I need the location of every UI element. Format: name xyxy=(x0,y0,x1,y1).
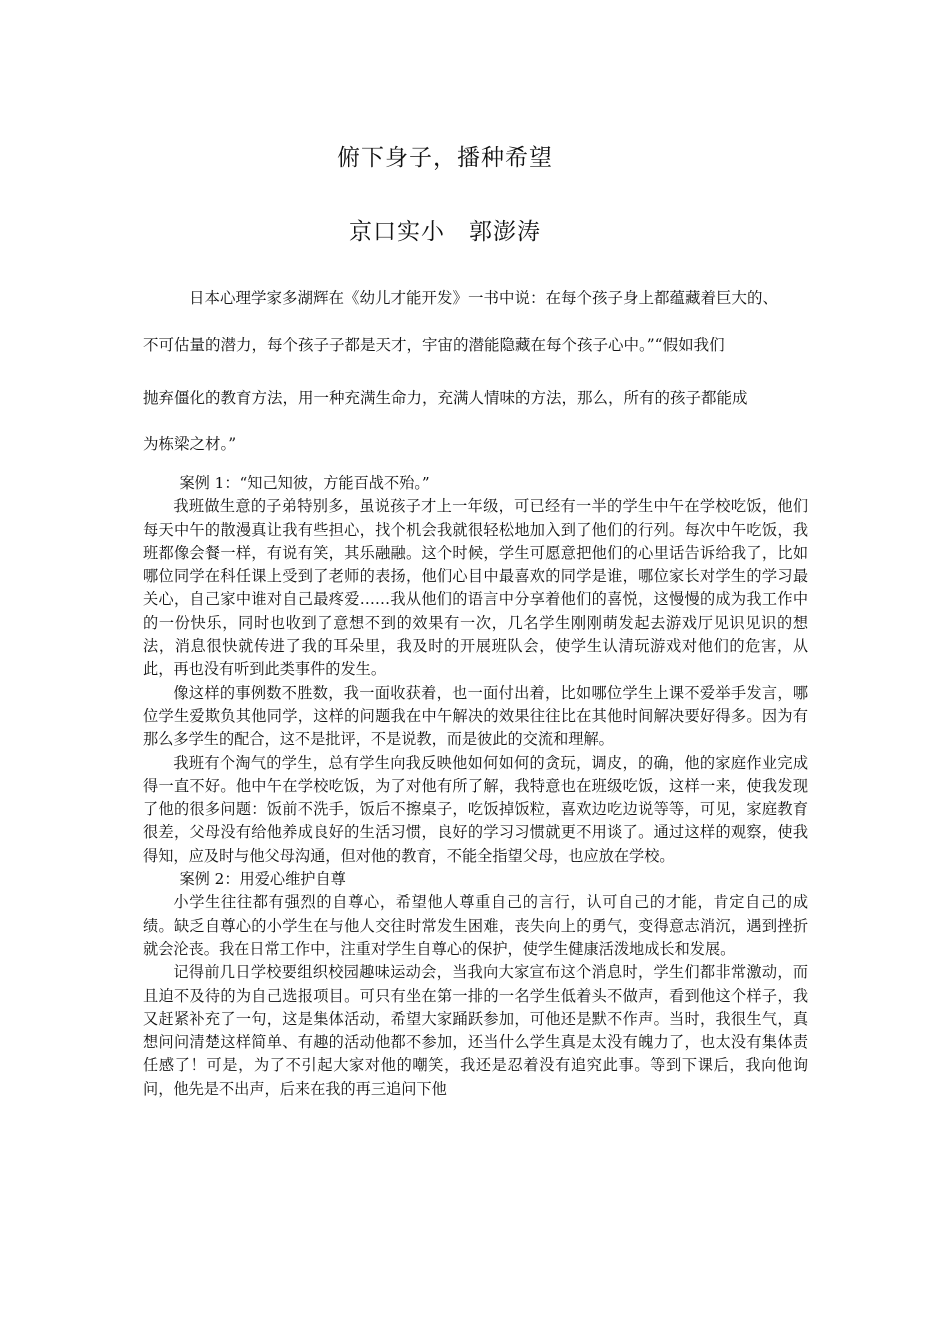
document-body xyxy=(143,472,808,1101)
body-paragraph: 我班有个淘气的学生，总有学生向我反映他如何如何的贪玩，调皮，的确，他的家庭作业完成得一直不好。他中午在学校吃饭，为了对他有所了解，我特意也在班级吃饭，这样一来，使我发现了他的很多问题：饭前不洗手，饭后不擦桌子，吃饭掉饭粒，喜欢边吃边说等等，可见，家庭教育很差，父母没有给他养成良好的生活习惯，良好的学习习惯就更不用谈了。通过这样的观察，使我得知，应及时与他父母沟通，但对他的教育，不能全指望父母，也应放在学校。 xyxy=(143,753,808,865)
intro-line: 不可估量的潜力，每个孩子子都是天才，宇宙的潜能隐藏在每个孩子心中。”“假如我们 xyxy=(143,336,725,354)
case-heading-2: 案例 2：用爱心维护自尊 xyxy=(179,870,346,889)
intro-line: 为栋梁之材。” xyxy=(143,435,237,453)
case-heading-1: 案例 1：“知己知彼，方能百战不殆。” xyxy=(179,474,430,492)
body-paragraph: 记得前几日学校要组织校园趣味运动会，当我向大家宣布这个消息时，学生们都非常激动，而且迫不及待的为自己选报项目。可只有坐在第一排的一名学生低着头不做声，看到他这个样子，我又赶紧补充了一句，这是集体活动，希望大家踊跃参加，可他还是默不作声。当时，我很生气，真想问问清楚这样简单、有趣的活动他都不参加，还当什么学生真是太没有魄力了，也太没有集体责任感了！可是，为了不引起大家对他的嘲笑，我还是忍着没有追究此事。等到下课后，我向他询问，他先是不出声，后来在我的再三追问下他 xyxy=(143,963,808,1098)
body-paragraph: 小学生往往都有强烈的自尊心，希望他人尊重自己的言行，认可自己的才能，肯定自己的成绩。缺乏自尊心的小学生在与他人交往时常发生困难，丧失向上的勇气，变得意志消沉，遇到挫折就会沦丧。我在日常工作中，注重对学生自尊心的保护，使学生健康活泼地成长和发展。 xyxy=(143,893,808,958)
body-paragraph: 像这样的事例数不胜数，我一面收获着，也一面付出着，比如哪位学生上课不爱举手发言，哪位学生爱欺负其他同学，这样的问题我在中午解决的效果往往比在其他时间解决要好得多。因为有那么多学生的配合，这不是批评，不是说教，而是彼此的交流和理解。 xyxy=(143,683,808,749)
document-author: 京口实小 郭澎涛 xyxy=(349,219,541,245)
document-title: 俯下身子，播种希望 xyxy=(337,145,553,171)
intro-line: 抛弃僵化的教育方法，用一种充满生命力，充满人情味的方法，那么，所有的孩子都能成 xyxy=(143,389,748,407)
intro-line: 日本心理学家多湖辉在《幼儿才能开发》一书中说：在每个孩子身上都蕴藏着巨大的、 xyxy=(189,289,779,307)
body-paragraph: 我班做生意的子弟特别多，虽说孩子才上一年级，可已经有一半的学生中午在学校吃饭，他们每天中午的散漫真让我有些担心，找个机会我就很轻松地加入到了他们的行列。每次中午吃饭，我班都像会餐一样，有说有笑，其乐融融。这个时候，学生可愿意把他们的心里话告诉给我了，比如哪位同学在科任课上受到了老师的表扬，他们心目中最喜欢的同学是谁，哪位家长对学生的学习最关心，自己家中谁对自己最疼爱……我从他们的语言中分享着他们的喜悦，这慢慢的成为我工作中的一份快乐，同时也收到了意想不到的效果有一次，几名学生刚刚萌发起去游戏厅见识见识的想法，消息很快就传进了我的耳朵里，我及时的开展班队会，使学生认清玩游戏对他们的危害，从此，再也没有听到此类事件的发生。 xyxy=(143,497,808,679)
